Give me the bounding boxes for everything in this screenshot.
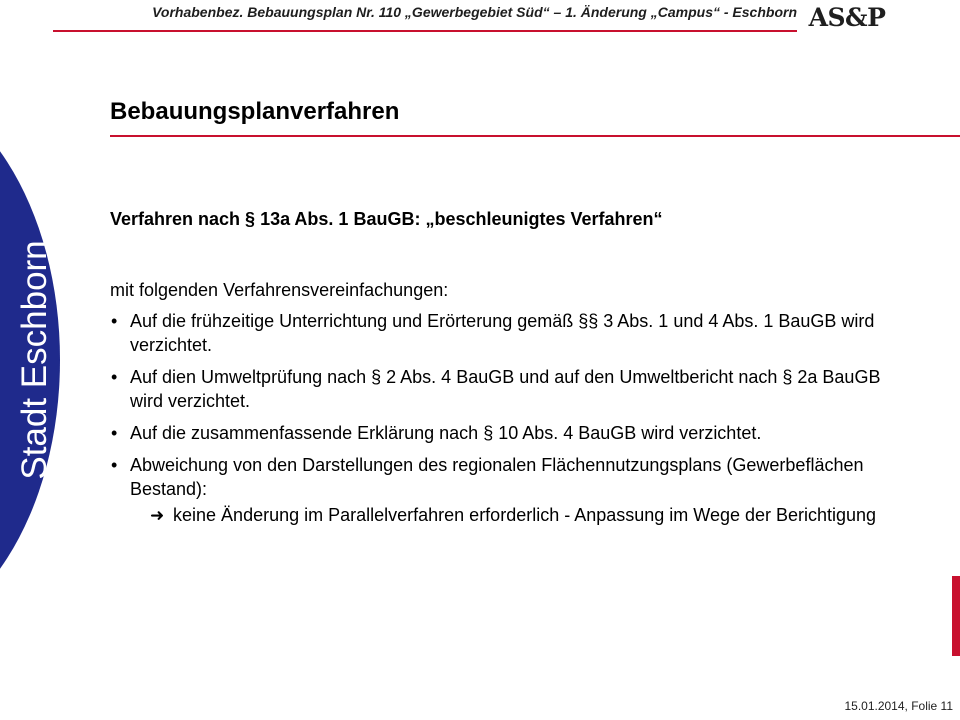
header-title: Vorhabenbez. Bebauungsplan Nr. 110 „Gewerbegebiet Süd“ – 1. Änderung „Campus“ - Eschborn [152,4,797,20]
bullet-list [110,309,910,528]
bullet-marker: • [111,455,118,475]
intro-text: mit folgenden Verfahrensvereinfachungen: [110,280,449,300]
bullet-text: Auf die frühzeitige Unterrichtung und Erörterung gemäß §§ 3 Abs. 1 und 4 Abs. 1 BauGB wird verzichtet. [130,311,875,355]
slide-subtitle: Verfahren nach § 13a Abs. 1 BauGB: „beschleunigtes Verfahren“ [110,209,663,229]
accent-bar [952,576,960,656]
arrow-note [130,503,910,528]
right-arrow-icon: ➜ [150,506,165,525]
bullet-text: Abweichung von den Darstellungen des regionalen Flächennutzungsplans (Gewerbeflächen Bestand): [130,455,864,499]
logo-text: AS&P [808,2,886,32]
list-item [110,421,910,445]
list-item [110,309,910,357]
title-divider [110,135,960,137]
bullet-text: Auf die zusammenfassende Erklärung nach § 10 Abs. 4 BauGB wird verzichtet. [130,423,762,443]
footer-date-slide: 15.01.2014, Folie 11 [844,699,953,713]
list-item [110,365,910,413]
bullet-marker: • [111,367,118,387]
list-item [110,453,910,528]
bullet-marker: • [111,423,118,443]
arrow-text: keine Änderung im Parallelverfahren erforderlich - Anpassung im Wege der Berichtigung [173,505,877,525]
bullet-marker: • [111,311,118,331]
bullet-text: Auf dien Umweltprüfung nach § 2 Abs. 4 BauGB und auf den Umweltbericht nach § 2a BauGB wird verzichtet. [130,367,881,411]
slide-title: Bebauungsplanverfahren [110,98,400,125]
header-divider [53,30,797,32]
asp-logo [806,0,888,34]
sidebar-label: Stadt Eschborn [15,240,54,480]
slide-content [110,278,910,536]
